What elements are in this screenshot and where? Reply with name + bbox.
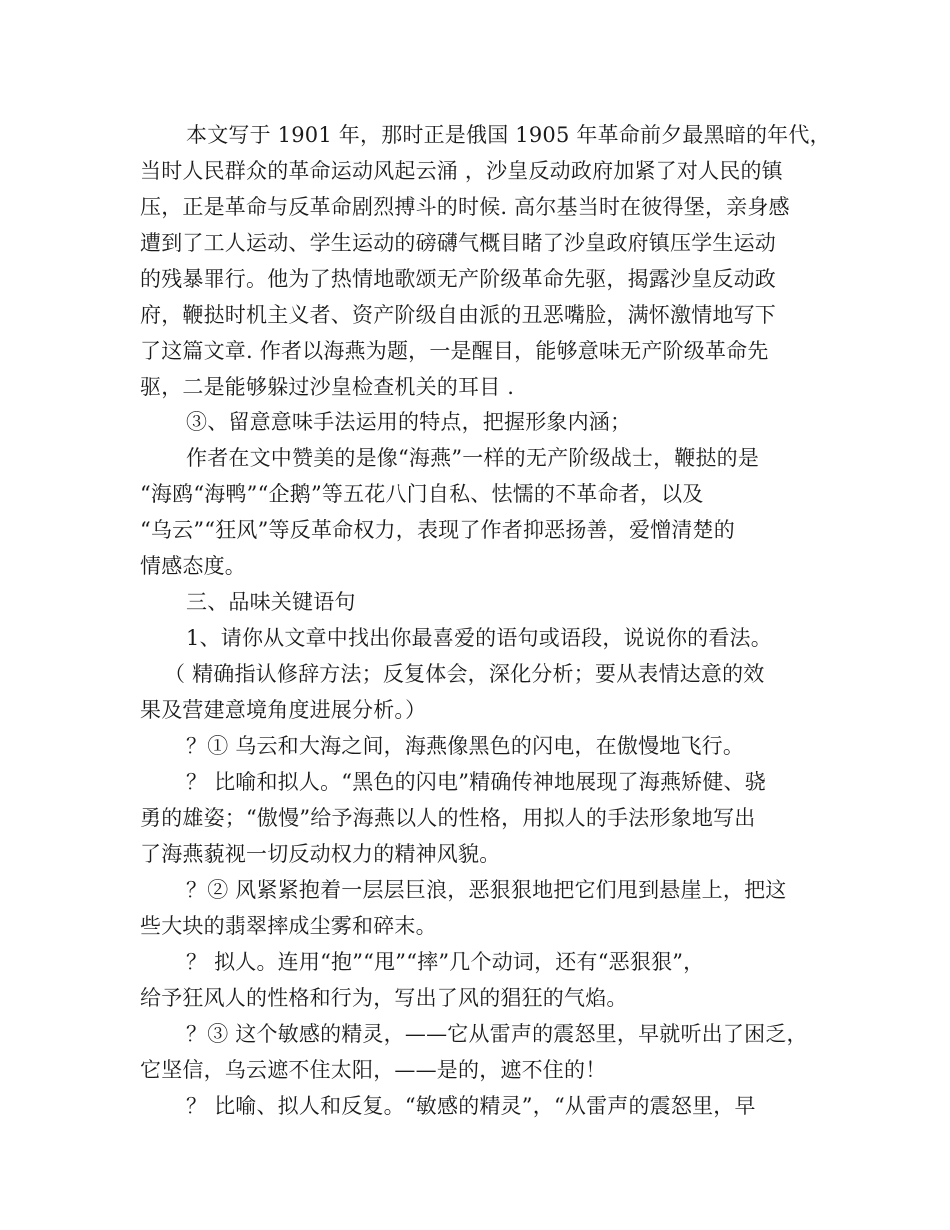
paragraph-line: 遭到了工人运动、学生运动的磅礴气概目睹了沙皇政府镇压学生运动 [140, 231, 776, 255]
paragraph-line: 府，鞭挞时机主义者、资产阶级自由派的丑恶嘴脸，满怀激情地写下 [140, 303, 776, 327]
example-line: ？① 乌云和大海之间，海燕像黑色的闪电，在傲慢地飞行。 [186, 734, 745, 758]
question-line: 1、请你从文章中找出你最喜爱的语句或语段，说说你的看法。 [186, 626, 772, 650]
paragraph-line: 压，正是革命与反革命剧烈搏斗的时候. 高尔基当时在彼得堡，亲身感 [140, 195, 790, 219]
example-line: ？③ 这个敏感的精灵，——它从雷声的震怒里，早就听出了困乏， [186, 1022, 808, 1046]
paragraph-line: 果及营建意境角度进展分析。） [140, 698, 427, 722]
paragraph-line: 驱，二是能够躲过沙皇检查机关的耳目 . [140, 375, 515, 399]
paragraph-line: 当时人民群众的革命运动风起云涌 ，沙皇反动政府加紧了对人民的镇 [140, 159, 783, 183]
example-line: 它坚信，乌云遮不住太阳，——是的，遮不住的！ [140, 1058, 607, 1082]
analysis-line: ？ 比喻、拟人和反复。“敏感的精灵”，“从雷声的震怒里，早 [186, 1094, 756, 1118]
paragraph-line: 的残暴罪行。他为了热情地歌颂无产阶级革命先驱，揭露沙皇反动政 [140, 267, 776, 291]
example-line: 些大块的翡翠摔成尘雾和碎末。 [140, 914, 437, 938]
paragraph-line: 情感态度。 [140, 554, 246, 578]
section-heading: ③、留意意味手法运用的特点，把握形象内涵； [186, 410, 632, 434]
paragraph-line: 了这篇文章. 作者以海燕为题，一是醒目，能够意味无产阶级革命先 [140, 339, 769, 363]
paragraph-line: 本文写于 1901 年，那时正是俄国 1905 年革命前夕最黑暗的年代， [186, 123, 831, 147]
section-heading: 三、品味关键语句 [186, 590, 356, 614]
analysis-line: 了海燕藐视一切反动权力的精神风貌。 [140, 842, 501, 866]
paragraph-line: “海鸥“海鸭”“企鹅”等五花八门自私、怯懦的不革命者，以及 [140, 482, 704, 506]
paragraph-line: 作者在文中赞美的是像“海燕”一样的无产阶级战士，鞭挞的是 [186, 446, 760, 470]
analysis-line: ？ 拟人。连用“抱”“甩”“摔”几个动词，还有“恶狠狠”， [186, 950, 705, 974]
analysis-line: 勇的雄姿；“傲慢”给予海燕以人的性格，用拟人的手法形象地写出 [140, 806, 756, 830]
paragraph-line: “乌云”“狂风”等反革命权力，表现了作者抑恶扬善，爱憎清楚的 [140, 518, 735, 542]
analysis-line: 给予狂风人的性格和行为，写出了风的猖狂的气焰。 [140, 986, 628, 1010]
example-line: ？② 风紧紧抱着一层层巨浪，恶狠狠地把它们甩到悬崖上，把这 [186, 878, 787, 902]
paragraph-line: （ 精确指认修辞方法；反复体会，深化分析；要从表情达意的效 [164, 662, 765, 686]
analysis-line: ？ 比喻和拟人。“黑色的闪电”精确传神地展现了海燕矫健、骁 [186, 770, 766, 794]
